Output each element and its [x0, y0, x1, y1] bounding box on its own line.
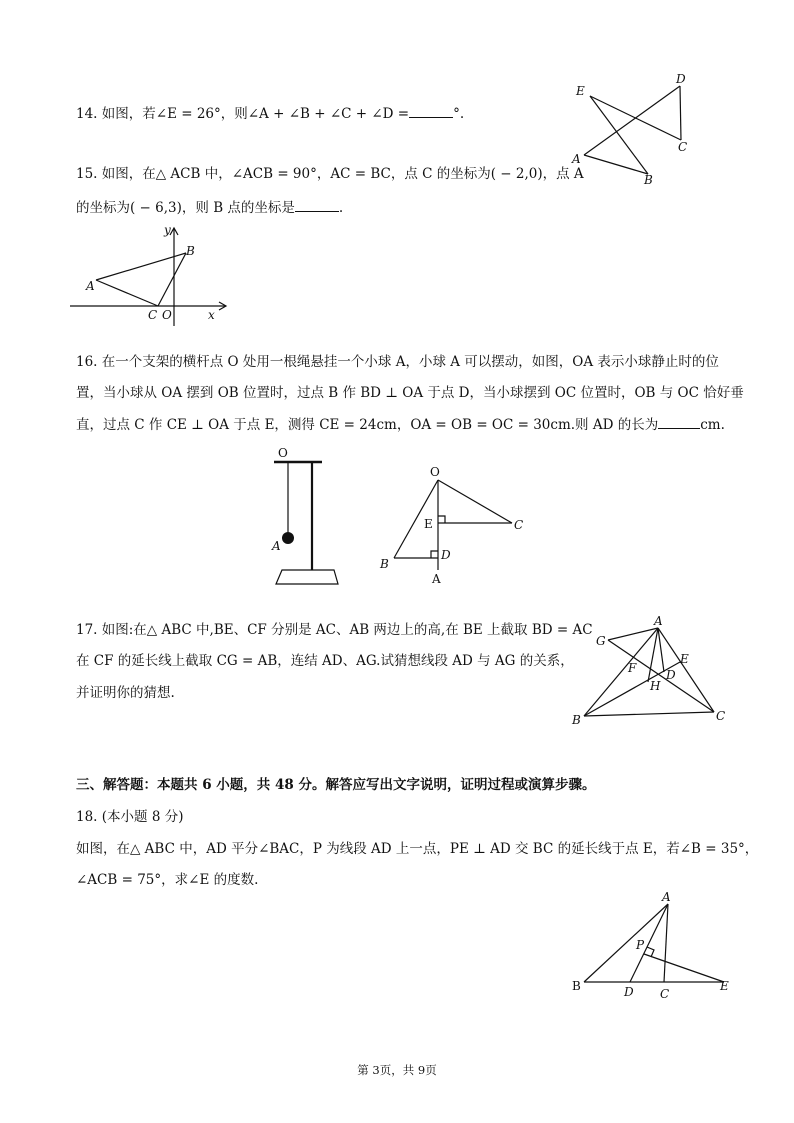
- q16-right-angle-d: [431, 551, 438, 558]
- q14-answer-blank[interactable]: [409, 103, 453, 118]
- q15-stem-end: .: [338, 200, 344, 216]
- q15-line2: [76, 197, 343, 218]
- q17-segment-bc: [584, 712, 714, 716]
- q17-segment-ga: [608, 628, 658, 640]
- q14-segment-ba: [584, 155, 648, 174]
- q16-fig2-label-d: D: [441, 548, 451, 562]
- q16-fig1-label-a: A: [272, 539, 281, 553]
- q16-right-angle-e: [438, 516, 445, 523]
- q17-label-c: C: [716, 709, 726, 723]
- q16-fig2-label-e: E: [424, 517, 433, 531]
- q16-segment-oc: [438, 480, 512, 523]
- q16-figure-stand: [262, 440, 362, 590]
- q15-segment-ac: [96, 280, 158, 306]
- q14-segment-ad: [584, 86, 680, 155]
- q15-label-c: C: [148, 308, 158, 322]
- q18-line1: 如图，在△ ABC 中，AD 平分∠BAC，P 为线段 AD 上一点，PE ⊥ AD 交 BC 的延长线于点 E，若∠B = 35°，: [76, 841, 759, 857]
- q16-stem: 直，过点 C 作 CE ⊥ OA 于点 E，测得 CE = 24cm，OA = OB = OC = 30cm.则 AD 的长为: [76, 417, 659, 433]
- q15-label-x: x: [208, 308, 215, 322]
- q16-line2: 置，当小球从 OA 摆到 OB 位置时，过点 B 作 BD ⊥ OA 于点 D，当小球摆到 OC 位置时，OB 与 OC 恰好垂: [76, 385, 744, 401]
- q15-segment-ab: [96, 253, 186, 280]
- q18-label-c: C: [660, 987, 670, 1001]
- q17-line1: 17. 如图:在△ ABC 中,BE、CF 分别是 AC、AB 两边上的高,在 BE 上截取 BD = AC: [76, 622, 593, 638]
- section3-heading: 三、解答题：本题共 6 小题，共 48 分。解答应写出文字说明，证明过程或演算步骤。: [76, 777, 596, 793]
- q14-stem-end: °.: [453, 106, 465, 122]
- q17-line3: 并证明你的猜想.: [76, 685, 175, 701]
- q17-label-e: E: [680, 652, 689, 666]
- q18-segment-ac: [664, 904, 668, 982]
- q18-title: 18. (本小题 8 分): [76, 809, 184, 825]
- q17-figure: [566, 612, 736, 732]
- q18-segment-ab: [584, 904, 668, 982]
- q14-label-d: D: [676, 72, 686, 86]
- q18-label-b: B: [572, 979, 581, 993]
- q14-segment-dc: [680, 86, 681, 140]
- q17-line2: 在 CF 的延长线上截取 CG = AB，连结 AD、AG.试猜想线段 AD 与 AG 的关系，: [76, 653, 574, 669]
- q17-label-h: H: [650, 679, 661, 693]
- q16-line1: 16. 在一个支架的横杆点 O 处用一根绳悬挂一个小球 A，小球 A 可以摆动，如图，OA 表示小球静止时的位: [76, 354, 719, 370]
- q14-label-b: B: [644, 173, 653, 185]
- q18-line2: ∠ACB = 75°，求∠E 的度数.: [76, 872, 259, 888]
- q17-label-b: B: [572, 713, 581, 727]
- q15-figure: [66, 222, 236, 332]
- q14-label-c: C: [678, 140, 688, 154]
- q14-text: [76, 103, 464, 124]
- q15-segment-cb: [158, 253, 186, 306]
- q14-label-e: E: [576, 84, 585, 98]
- q15-label-b: B: [186, 244, 195, 258]
- q18-label-a: A: [662, 890, 671, 904]
- q16-ball: [282, 532, 294, 544]
- q18-segment-pe: [644, 954, 724, 982]
- q14-segment-ce: [590, 96, 681, 140]
- q17-label-g: G: [596, 634, 606, 648]
- q18-figure: [564, 890, 744, 1005]
- q14-label-a: A: [572, 152, 581, 166]
- q16-line3: [76, 414, 725, 435]
- q16-answer-blank[interactable]: [658, 414, 700, 429]
- q16-figure-geometry: [370, 458, 540, 588]
- q15-line1: 15. 如图，在△ ACB 中，∠ACB = 90°，AC = BC，点 C 的坐标为( − 2,0)，点 A: [76, 166, 584, 182]
- q16-stem-end: cm.: [700, 417, 725, 433]
- q16-fig2-label-c: C: [514, 518, 524, 532]
- q15-label-a: A: [86, 279, 95, 293]
- q14-stem: 14. 如图，若∠E = 26°，则∠A + ∠B + ∠C + ∠D =: [76, 106, 410, 122]
- q18-label-p: P: [636, 938, 645, 952]
- q16-fig2-label-o: O: [430, 465, 440, 479]
- q18-label-e: E: [720, 979, 729, 993]
- q17-segment-ah: [648, 628, 658, 682]
- q16-base: [276, 570, 338, 584]
- q17-label-d: D: [666, 668, 676, 682]
- q17-label-a: A: [654, 614, 663, 628]
- q16-fig2-label-b: B: [380, 557, 389, 571]
- page-footer: 第 3页，共 9页: [357, 1063, 437, 1077]
- q14-segment-eb: [590, 96, 648, 174]
- q16-fig1-label-o: O: [278, 446, 288, 460]
- q15-answer-blank[interactable]: [295, 197, 339, 212]
- q15-label-y: y: [164, 223, 171, 237]
- q17-label-f: F: [628, 661, 637, 675]
- q15-stem: 的坐标为( − 6,3)，则 B 点的坐标是: [76, 200, 295, 216]
- q18-label-d: D: [624, 985, 634, 999]
- q16-fig2-label-a: A: [432, 572, 441, 586]
- q15-label-o: O: [162, 308, 172, 322]
